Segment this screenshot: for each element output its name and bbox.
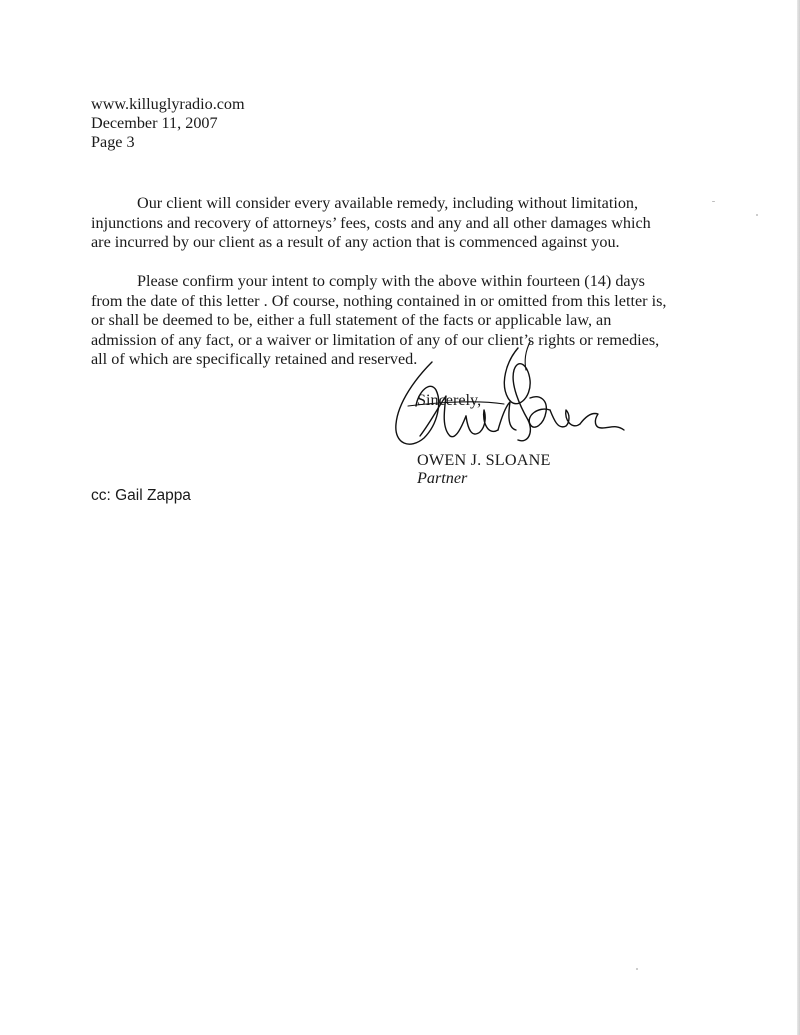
letter-header <box>91 95 245 152</box>
paragraph-line: admission of any fact, or a waiver or limitation of any of our client’s rights or remedies, <box>91 330 660 349</box>
scan-speck <box>712 201 715 202</box>
paragraph-confirmation <box>91 272 701 370</box>
page-number: Page 3 <box>91 133 135 151</box>
paragraph-line: are incurred by our client as a result of any action that is commenced against you. <box>91 233 620 251</box>
scan-speck <box>756 214 758 216</box>
paragraph-line: or shall be deemed to be, either a full statement of the facts or applicable law, an <box>91 311 612 329</box>
paragraph-line: Our client will consider every available remedy, including without limitation, <box>137 194 639 212</box>
signer-title: Partner <box>417 469 468 487</box>
paragraph-line: Please confirm your intent to comply with the above within fourteen (14) days <box>137 272 645 290</box>
signature-block <box>417 390 481 411</box>
signer-name: OWEN J. SLOANE <box>417 451 551 469</box>
website-line: www.killuglyradio.com <box>91 95 245 113</box>
paragraph-remedies <box>91 194 701 253</box>
date-line: December 11, 2007 <box>91 114 218 132</box>
paragraph-line: all of which are specifically retained and reserved. <box>91 350 418 368</box>
cc-line: cc: Gail Zappa <box>91 487 191 504</box>
scan-speck <box>636 968 638 970</box>
paragraph-line: from the date of this letter . Of course, nothing contained in or omitted from this letter is, <box>91 291 667 310</box>
closing-salutation: Sincerely, <box>417 391 482 409</box>
paragraph-line: injunctions and recovery of attorneys’ fees, costs and any and all other damages which <box>91 213 651 232</box>
